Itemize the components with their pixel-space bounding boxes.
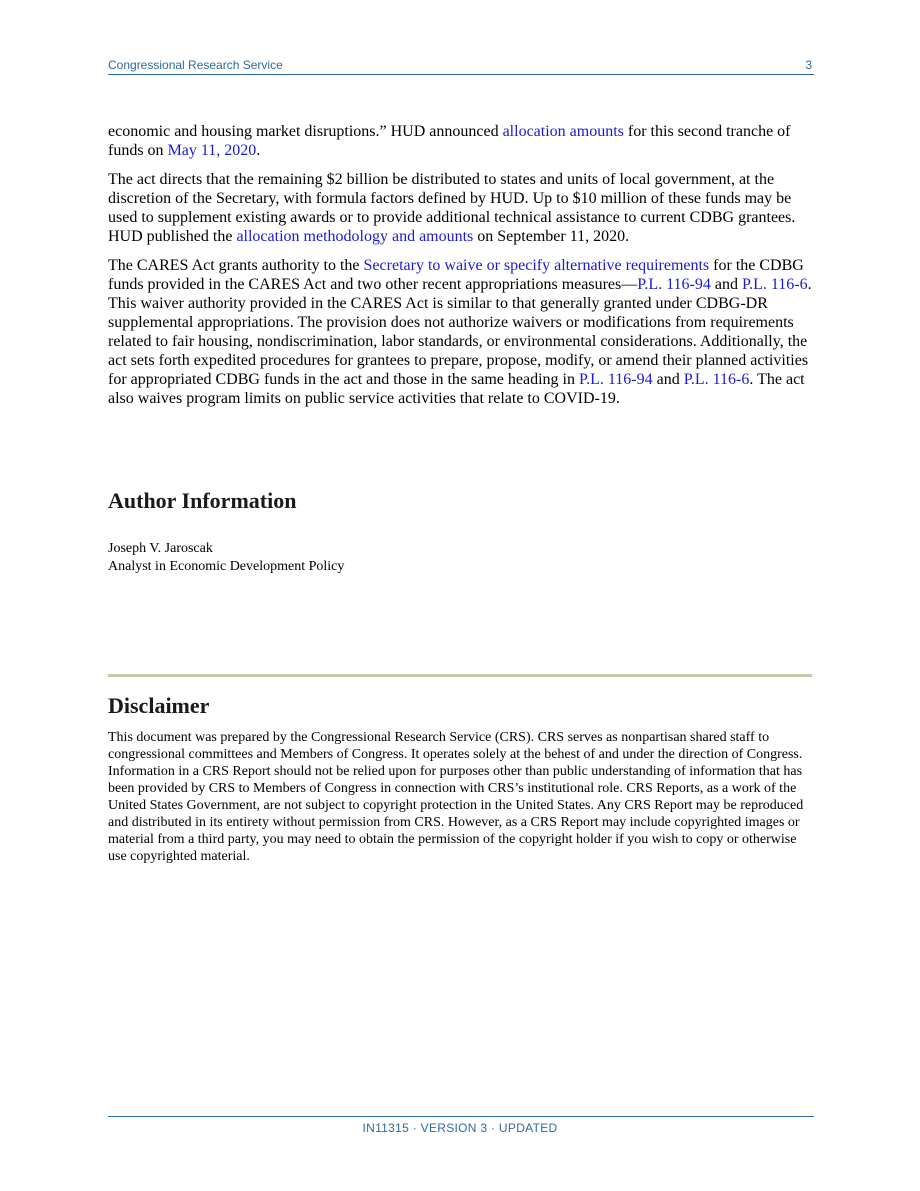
text-run: for this second tranche of funds on: [108, 123, 791, 159]
text-run: . This waiver authority provided in the CARES Act is similar to that generally granted under CDBG-DR supplemental appropriations. The provision does not authorize waivers or modifications from requirements related to fair housing, nondiscrimination, labor standards, or environmental considerations. Additionally, the act sets forth expedited procedures for grantees to prepare, propose, modify, or amend their planned activities for appropriated CDBG funds in the act and those in the same heading in: [108, 276, 812, 388]
header-org: Congressional Research Service: [108, 58, 283, 72]
pl-116-94-link[interactable]: P.L. 116-94: [637, 276, 711, 293]
text-run: .: [256, 142, 261, 159]
author-title: Analyst in Economic Development Policy: [108, 559, 345, 574]
disclaimer-heading: Disclaimer: [108, 693, 210, 718]
pl-116-6-link-2[interactable]: P.L. 116-6: [683, 371, 750, 388]
page-footer: IN11315 · VERSION 3 · UPDATED: [362, 1121, 558, 1135]
text-run: and: [710, 276, 742, 293]
pl-116-6-link[interactable]: P.L. 116-6: [741, 276, 808, 293]
author-name: Joseph V. Jaroscak: [108, 541, 213, 556]
pl-116-94-link-2[interactable]: P.L. 116-94: [579, 371, 653, 388]
text-run: The act directs that the remaining $2 billion be distributed to states and units of local government, at the discretion of the Secretary, with formula factors defined by HUD. Up to $10 million of these funds may be used to supplement existing awards or to provide additional technical assistance to current CDBG grantees. HUD published the: [108, 171, 796, 245]
text-run: The CARES Act grants authority to the: [108, 257, 364, 274]
secretary-waive-link[interactable]: Secretary to waive or specify alternative requirements: [363, 257, 710, 274]
disclaimer-text: This document was prepared by the Congressional Research Service (CRS). CRS serves as nonpartisan shared staff to congressional committees and Members of Congress. It operates solely at the behest of and under the direction of Congress. Information in a CRS Report should not be relied upon for purposes other than public understanding of information that has been provided by CRS to Members of Congress in connection with CRS’s institutional role. CRS Reports, as a work of the United States Government, are not subject to copyright protection in the United States. Any CRS Report may be reproduced and distributed in its entirety without permission from CRS. However, as a CRS Report may include copyrighted images or material from a third party, you may need to obtain the permission of the copyright holder if you wish to copy or otherwise use copyrighted material.: [108, 730, 804, 864]
paragraph-2: [108, 170, 814, 246]
paragraph-1: [108, 122, 814, 160]
text-run: on September 11, 2020.: [473, 228, 630, 245]
text-run: for the CDBG funds provided in the CARES Act and two other recent appropriations measures—: [108, 257, 804, 293]
allocation-methodology-link[interactable]: allocation methodology and amounts: [236, 228, 474, 245]
section-divider: [108, 674, 812, 677]
footer-divider: [108, 1116, 814, 1117]
text-run: and: [652, 371, 684, 388]
paragraph-3: [108, 256, 814, 408]
text-run: economic and housing market disruptions.” HUD announced: [108, 123, 503, 140]
body-text: [108, 122, 814, 418]
author-heading: Author Information: [108, 488, 297, 513]
header-page-number: 3: [805, 58, 812, 72]
page-header: [108, 58, 814, 75]
may-11-2020-link[interactable]: May 11, 2020: [167, 142, 257, 159]
author-info: [108, 540, 344, 576]
allocation-amounts-link[interactable]: allocation amounts: [502, 123, 624, 140]
text-run: . The act also waives program limits on public service activities that relate to COVID-19.: [108, 371, 805, 407]
